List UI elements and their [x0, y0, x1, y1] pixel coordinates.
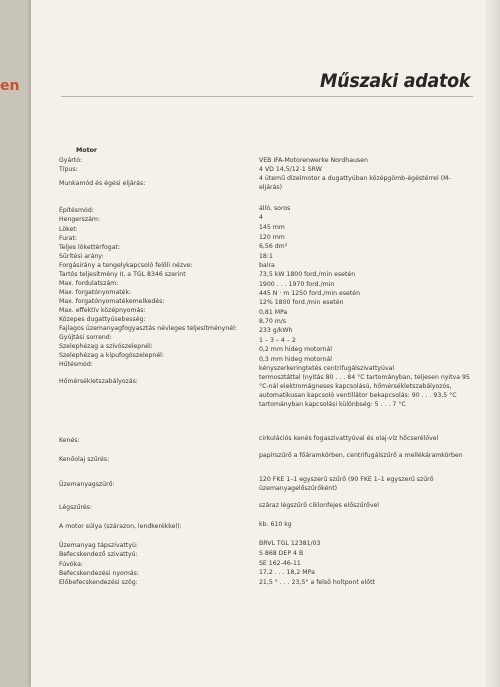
- spec-value: 0,2 mm hideg motornál: [259, 346, 332, 353]
- section-heading: Motor: [76, 147, 98, 154]
- spec-value: 1900 . . . 1970 ford./min: [259, 281, 335, 288]
- spec-value: 233 g/kWh: [259, 327, 293, 334]
- spec-label: Gyártó:: [59, 157, 83, 164]
- title-divider: [61, 96, 473, 97]
- spec-value: 445 N · m 1250 ford./min esetén: [259, 290, 361, 297]
- page-edge-shadow: [486, 0, 500, 687]
- spec-value: S 868 DEP 4 B: [259, 550, 304, 557]
- spec-value: papírszűrő a főáramkörben, centrifugálszűrő a mellékáramkörben: [259, 452, 463, 459]
- spec-value: 12% 1800 ford./min esetén: [259, 299, 344, 306]
- spec-label: Fajlagos üzemanyagfogyasztás névleges teljesítménynél:: [59, 325, 237, 332]
- spec-label: Légszűrés:: [59, 504, 92, 511]
- spec-value: 0,81 MPa: [259, 309, 288, 316]
- spec-label: Befecskendező szivattyú:: [59, 551, 138, 558]
- spec-label: Típus:: [59, 166, 78, 173]
- spec-value: termosztáttal (nyitás 80 . . . 84 °C tartományban, teljesen nyitva 95 °C-nál elektromágneses kapcsolású, hőmérsékletszabályozós, automatikusan kapcsoló ventillátor bekapcsolás: 90 . . . 93,5 °C tartományban kapcsolási különbség: 5 . . . 7 °C: [259, 374, 470, 408]
- spec-value: VEB IFA-Motorenwerke Nordhausen: [259, 157, 368, 164]
- spec-label: Gyújtási sorrend:: [59, 334, 112, 341]
- spec-label: Löket:: [59, 226, 78, 233]
- spec-label: Építésmód:: [59, 207, 94, 214]
- adjacent-page-title-fragment: en: [0, 78, 20, 94]
- spec-label: Max. forgatónyomaték:: [59, 289, 132, 296]
- spec-label: Forgásirány a tengelykapcsoló felőli nézve:: [59, 262, 193, 269]
- spec-label: Üzemanyagszűrő:: [59, 481, 115, 488]
- spec-value: 8,70 m/s: [259, 318, 287, 325]
- spec-value: BRVL TGL 12381/03: [259, 540, 321, 547]
- spec-value: 18:1: [259, 253, 273, 260]
- spec-value: 4 VD 14,5/12-1 SRW: [259, 166, 322, 173]
- spec-label: Üzemanyag tápszivattyú:: [59, 542, 138, 549]
- adjacent-page-strip: [0, 0, 31, 687]
- spec-value: 120 FKE 1–1 egyszerű szűrő (90 FKE 1–1 egyszerű szűrő üzemanyagelőszűrőként): [259, 476, 434, 492]
- spec-label: Közepes dugattyúsebesség:: [59, 316, 146, 323]
- spec-label: Munkamód és égési eljárás:: [59, 180, 146, 187]
- spec-label: Sűrítési arány:: [59, 253, 104, 260]
- spec-label: Max. fordulatszám:: [59, 280, 119, 287]
- spec-value: 73,5 kW 1800 ford./min esetén: [259, 271, 356, 278]
- spec-value: 120 mm: [259, 234, 285, 241]
- spec-label: Kenés:: [59, 437, 80, 444]
- spec-value: száraz légszűrő ciklonfejes előszűrővel: [259, 502, 380, 509]
- spec-label: Furat:: [59, 235, 77, 242]
- spec-label: Szelephézag a szívószelepnél:: [59, 343, 153, 350]
- document-page: [31, 0, 500, 687]
- spec-value: 6,56 dm³: [259, 243, 288, 250]
- spec-label: A motor súlya (szárazon, lendkerékkel):: [59, 523, 182, 530]
- spec-value: kényszerkeringtetés centrifugálszivattyúval: [259, 365, 395, 372]
- page-title: Műszaki adatok: [319, 70, 470, 92]
- spec-value: SE 162-46-11: [259, 560, 301, 567]
- spec-value: 4 ütemű dízelmotor a dugattyúban középgömb-égéstérrel (M-eljárás): [259, 175, 451, 191]
- spec-value: álló, soros: [259, 205, 291, 212]
- spec-label: Max. forgatónyomatékemelkedés:: [59, 298, 165, 305]
- spec-value: 0,3 mm hideg motornál: [259, 356, 332, 363]
- spec-label: Fúvóka:: [59, 561, 83, 568]
- spec-label: Előbefecskendezési szög:: [59, 579, 138, 586]
- spec-value: balra: [259, 262, 275, 269]
- spec-value: 17,2 . . . 18,2 MPa: [259, 569, 315, 576]
- spec-label: Hengerszám:: [59, 216, 101, 223]
- spec-label: Hűtésmód:: [59, 361, 93, 368]
- spec-label: Kenőolaj szűrés:: [59, 456, 110, 463]
- spec-label: Tartós teljesítmény II, a TGL 8346 szerint: [59, 271, 186, 278]
- spec-value: 1 – 3 – 4 – 2: [259, 337, 296, 344]
- spec-label: Befecskendezési nyomás:: [59, 570, 139, 577]
- spec-value: 145 mm: [259, 224, 285, 231]
- spec-value: 4: [259, 214, 263, 221]
- spec-value: cirkulációs kenés fogaszivattyúval és olaj-víz hőcserélővel: [259, 435, 439, 442]
- spec-label: Szelephézag a kipufogószelepnél:: [59, 352, 164, 359]
- spec-value: 21,5 ° . . . 23,5° a felső holtpont előtt: [259, 579, 375, 586]
- spec-label: Hőmérsékletszabályozás:: [59, 378, 138, 385]
- spec-value: kb. 610 kg: [259, 521, 292, 528]
- spec-label: Max. effektív középnyomás:: [59, 307, 146, 314]
- spec-label: Teljes lökettérfogat:: [59, 244, 121, 251]
